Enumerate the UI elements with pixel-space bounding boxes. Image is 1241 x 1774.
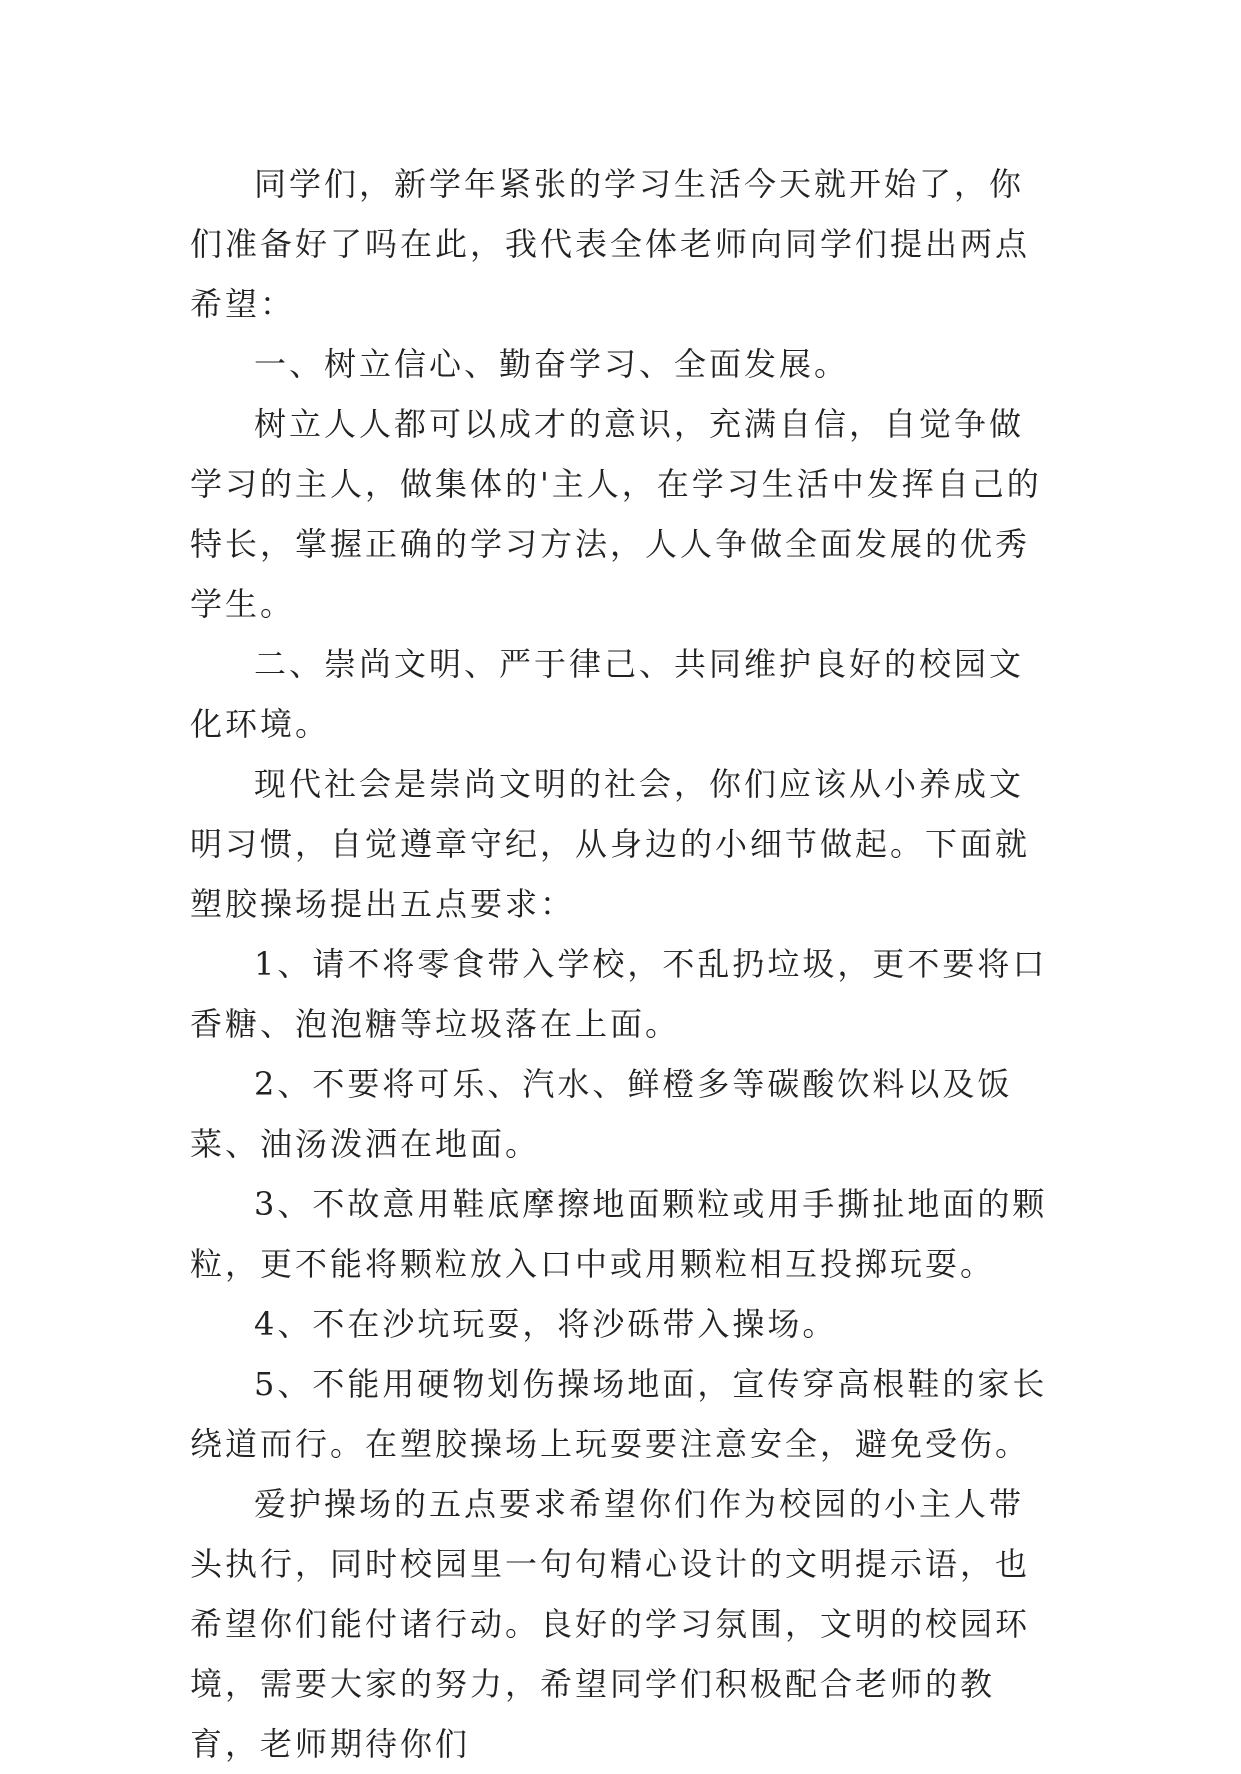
paragraph-hope-two-body: 现代社会是崇尚文明的社会，你们应该从小养成文明习惯，自觉遵章守纪，从身边的小细节做起。下面就塑胶操场提出五点要求： bbox=[190, 765, 1031, 923]
paragraph-opening: 同学们，新学年紧张的学习生活今天就开始了，你们准备好了吗在此，我代表全体老师向同学们提出两点希望： bbox=[190, 165, 1031, 323]
paragraph-requirement-2: 2、不要将可乐、汽水、鲜橙多等碳酸饮料以及饭菜、油汤泼洒在地面。 bbox=[190, 1065, 1013, 1163]
paragraph-hope-one-body: 树立人人都可以成才的意识，充满自信，自觉争做学习的主人，做集体的'主人，在学习生活中发挥自己的特长，掌握正确的学习方法，人人争做全面发展的优秀学生。 bbox=[190, 405, 1042, 623]
paragraph-requirement-1: 1、请不将零食带入学校，不乱扔垃圾，更不要将口香糖、泡泡糖等垃圾落在上面。 bbox=[190, 945, 1048, 1043]
paragraph-hope-one-heading: 一、树立信心、勤奋学习、全面发展。 bbox=[254, 345, 850, 383]
paragraph-closing: 爱护操场的五点要求希望你们作为校园的小主人带头执行，同时校园里一句句精心设计的文明提示语，也希望你们能付诸行动。良好的学习氛围，文明的校园环境，需要大家的努力，希望同学们积极配合老师的教育，老师期待你们 bbox=[190, 1485, 1031, 1763]
paragraph-requirement-4: 4、不在沙坑玩耍，将沙砾带入操场。 bbox=[254, 1305, 838, 1343]
paragraph-requirement-5: 5、不能用硬物划伤操场地面，宣传穿高根鞋的家长绕道而行。在塑胶操场上玩耍要注意安全，避免受伤。 bbox=[190, 1365, 1048, 1463]
document-body bbox=[190, 154, 1050, 1774]
paragraph-requirement-3: 3、不故意用鞋底摩擦地面颗粒或用手撕扯地面的颗粒，更不能将颗粒放入口中或用颗粒相互投掷玩耍。 bbox=[190, 1185, 1048, 1283]
paragraph-hope-two-heading: 二、崇尚文明、严于律己、共同维护良好的校园文化环境。 bbox=[190, 645, 1025, 743]
